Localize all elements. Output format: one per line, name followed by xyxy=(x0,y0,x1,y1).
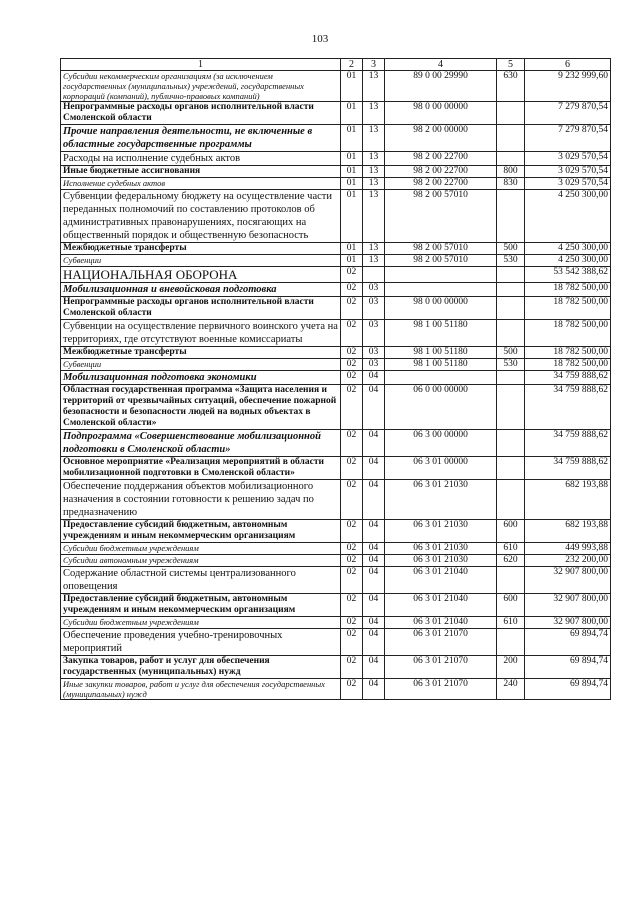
table-row xyxy=(61,359,611,371)
table-header-row xyxy=(61,59,611,71)
subsection-code-cell: 13 xyxy=(363,255,385,267)
table-row xyxy=(61,255,611,267)
expense-type-cell: 240 xyxy=(497,679,525,700)
row-name-cell: Субвенции xyxy=(61,359,341,371)
section-code-cell: 02 xyxy=(341,320,363,347)
expense-type-cell: 610 xyxy=(497,617,525,629)
section-code-cell: 01 xyxy=(341,125,363,152)
amount-cell: 32 907 800,00 xyxy=(525,594,611,617)
subsection-code-cell: 04 xyxy=(363,594,385,617)
expense-type-cell xyxy=(497,371,525,385)
row-name-cell: Областная государственная программа «Защита населения и территорий от чрезвычайных ситуаций, обеспечение пожарной безопасности и безопасности людей на водных объектах в Смоленской области» xyxy=(61,385,341,430)
subsection-code-cell: 04 xyxy=(363,617,385,629)
target-article-cell: 06 3 01 21030 xyxy=(385,543,497,555)
target-article-cell: 06 0 00 00000 xyxy=(385,385,497,430)
subsection-code-cell: 04 xyxy=(363,567,385,594)
subsection-code-cell: 04 xyxy=(363,430,385,457)
row-name-cell: Межбюджетные трансферты xyxy=(61,243,341,255)
amount-cell: 34 759 888,62 xyxy=(525,371,611,385)
section-code-cell: 01 xyxy=(341,166,363,178)
target-article-cell: 06 3 01 21070 xyxy=(385,679,497,700)
target-article-cell: 98 1 00 51180 xyxy=(385,359,497,371)
row-name-cell: Основное мероприятие «Реализация мероприятий в области мобилизационной подготовки в Смоленской области» xyxy=(61,457,341,480)
target-article-cell: 06 3 01 21030 xyxy=(385,480,497,520)
table-row xyxy=(61,152,611,166)
column-header: 1 xyxy=(61,59,341,71)
target-article-cell: 98 0 00 00000 xyxy=(385,102,497,125)
column-header: 5 xyxy=(497,59,525,71)
amount-cell: 32 907 800,00 xyxy=(525,617,611,629)
subsection-code-cell: 04 xyxy=(363,520,385,543)
row-name-cell: Содержание областной системы централизованного оповещения xyxy=(61,567,341,594)
table-row xyxy=(61,347,611,359)
section-code-cell: 02 xyxy=(341,267,363,283)
expense-type-cell: 200 xyxy=(497,656,525,679)
table-row xyxy=(61,430,611,457)
section-code-cell: 02 xyxy=(341,555,363,567)
expense-type-cell: 800 xyxy=(497,166,525,178)
target-article-cell: 98 2 00 00000 xyxy=(385,125,497,152)
column-header: 3 xyxy=(363,59,385,71)
expense-type-cell xyxy=(497,567,525,594)
table-row xyxy=(61,178,611,190)
target-article-cell: 98 2 00 22700 xyxy=(385,178,497,190)
table-row xyxy=(61,371,611,385)
row-name-cell: Закупка товаров, работ и услуг для обеспечения государственных (муниципальных) нужд xyxy=(61,656,341,679)
column-header: 2 xyxy=(341,59,363,71)
table-row xyxy=(61,457,611,480)
subsection-code-cell: 04 xyxy=(363,480,385,520)
section-code-cell: 02 xyxy=(341,359,363,371)
expense-type-cell xyxy=(497,190,525,243)
expense-type-cell xyxy=(497,480,525,520)
budget-table xyxy=(60,58,611,700)
row-name-cell: Субвенции федеральному бюджету на осуществление части переданных полномочий по составлению протоколов об административных правонарушениях, посягающих на общественный порядок и общественную безопасность xyxy=(61,190,341,243)
subsection-code-cell: 03 xyxy=(363,347,385,359)
subsection-code-cell: 03 xyxy=(363,297,385,320)
target-article-cell: 06 3 01 21040 xyxy=(385,617,497,629)
expense-type-cell: 610 xyxy=(497,543,525,555)
expense-type-cell xyxy=(497,430,525,457)
amount-cell: 682 193,88 xyxy=(525,520,611,543)
expense-type-cell: 600 xyxy=(497,520,525,543)
target-article-cell: 98 2 00 22700 xyxy=(385,166,497,178)
row-name-cell: Предоставление субсидий бюджетным, автономным учреждениям и иным некоммерческим организациям xyxy=(61,594,341,617)
section-code-cell: 02 xyxy=(341,679,363,700)
amount-cell: 9 232 999,60 xyxy=(525,71,611,102)
row-name-cell: Субсидии некоммерческим организациям (за исключением государственных (муниципальных) учреждений, государственных корпораций (компаний), публично-правовых компаний) xyxy=(61,71,341,102)
expense-type-cell: 530 xyxy=(497,359,525,371)
page-number: 103 xyxy=(311,33,329,45)
amount-cell: 18 782 500,00 xyxy=(525,297,611,320)
target-article-cell: 06 3 01 00000 xyxy=(385,457,497,480)
table-row xyxy=(61,243,611,255)
row-name-cell: Обеспечение проведения учебно-тренировочных мероприятий xyxy=(61,629,341,656)
amount-cell: 449 993,88 xyxy=(525,543,611,555)
section-code-cell: 02 xyxy=(341,430,363,457)
subsection-code-cell: 13 xyxy=(363,102,385,125)
amount-cell: 69 894,74 xyxy=(525,679,611,700)
target-article-cell: 98 2 00 57010 xyxy=(385,190,497,243)
target-article-cell: 98 1 00 51180 xyxy=(385,347,497,359)
subsection-code-cell: 13 xyxy=(363,166,385,178)
subsection-code-cell: 04 xyxy=(363,385,385,430)
table-row xyxy=(61,679,611,700)
row-name-cell: НАЦИОНАЛЬНАЯ ОБОРОНА xyxy=(61,267,341,283)
section-code-cell: 01 xyxy=(341,178,363,190)
target-article-cell: 06 3 01 21070 xyxy=(385,629,497,656)
table-row xyxy=(61,190,611,243)
subsection-code-cell: 04 xyxy=(363,457,385,480)
table-row xyxy=(61,297,611,320)
table-row xyxy=(61,166,611,178)
section-code-cell: 02 xyxy=(341,594,363,617)
section-code-cell: 02 xyxy=(341,371,363,385)
target-article-cell xyxy=(385,283,497,297)
table-row xyxy=(61,656,611,679)
section-code-cell: 02 xyxy=(341,567,363,594)
subsection-code-cell: 13 xyxy=(363,71,385,102)
section-code-cell: 01 xyxy=(341,255,363,267)
section-code-cell: 02 xyxy=(341,283,363,297)
table-row xyxy=(61,125,611,152)
section-code-cell: 02 xyxy=(341,457,363,480)
table-row xyxy=(61,320,611,347)
expense-type-cell xyxy=(497,102,525,125)
section-code-cell: 02 xyxy=(341,480,363,520)
target-article-cell xyxy=(385,371,497,385)
subsection-code-cell: 04 xyxy=(363,679,385,700)
amount-cell: 34 759 888,62 xyxy=(525,457,611,480)
section-code-cell: 02 xyxy=(341,520,363,543)
amount-cell: 69 894,74 xyxy=(525,629,611,656)
section-code-cell: 02 xyxy=(341,656,363,679)
section-code-cell: 01 xyxy=(341,243,363,255)
section-code-cell: 02 xyxy=(341,347,363,359)
section-code-cell: 02 xyxy=(341,617,363,629)
expense-type-cell: 600 xyxy=(497,594,525,617)
row-name-cell: Прочие направления деятельности, не включенные в областные государственные программы xyxy=(61,125,341,152)
amount-cell: 18 782 500,00 xyxy=(525,347,611,359)
expense-type-cell: 500 xyxy=(497,347,525,359)
amount-cell: 7 279 870,54 xyxy=(525,102,611,125)
row-name-cell: Субсидии бюджетным учреждениям xyxy=(61,543,341,555)
section-code-cell: 02 xyxy=(341,543,363,555)
row-name-cell: Непрограммные расходы органов исполнительной власти Смоленской области xyxy=(61,297,341,320)
amount-cell: 4 250 300,00 xyxy=(525,243,611,255)
section-code-cell: 02 xyxy=(341,629,363,656)
amount-cell: 18 782 500,00 xyxy=(525,359,611,371)
amount-cell: 69 894,74 xyxy=(525,656,611,679)
section-code-cell: 01 xyxy=(341,102,363,125)
section-code-cell: 02 xyxy=(341,297,363,320)
target-article-cell: 06 3 01 21070 xyxy=(385,656,497,679)
target-article-cell: 06 3 01 21030 xyxy=(385,520,497,543)
table-row xyxy=(61,385,611,430)
table-row xyxy=(61,71,611,102)
target-article-cell: 98 2 00 57010 xyxy=(385,243,497,255)
amount-cell: 3 029 570,54 xyxy=(525,166,611,178)
section-code-cell: 01 xyxy=(341,190,363,243)
target-article-cell: 06 3 01 21030 xyxy=(385,555,497,567)
expense-type-cell: 830 xyxy=(497,178,525,190)
column-header: 4 xyxy=(385,59,497,71)
section-code-cell: 01 xyxy=(341,71,363,102)
expense-type-cell xyxy=(497,320,525,347)
row-name-cell: Мобилизационная подготовка экономики xyxy=(61,371,341,385)
row-name-cell: Исполнение судебных актов xyxy=(61,178,341,190)
section-code-cell: 02 xyxy=(341,385,363,430)
amount-cell: 53 542 388,62 xyxy=(525,267,611,283)
target-article-cell: 06 3 01 21040 xyxy=(385,594,497,617)
amount-cell: 3 029 570,54 xyxy=(525,152,611,166)
target-article-cell: 98 1 00 51180 xyxy=(385,320,497,347)
table-row xyxy=(61,629,611,656)
subsection-code-cell: 13 xyxy=(363,152,385,166)
row-name-cell: Непрограммные расходы органов исполнительной власти Смоленской области xyxy=(61,102,341,125)
row-name-cell: Предоставление субсидий бюджетным, автономным учреждениям и иным некоммерческим организациям xyxy=(61,520,341,543)
subsection-code-cell: 04 xyxy=(363,371,385,385)
expense-type-cell: 530 xyxy=(497,255,525,267)
amount-cell: 7 279 870,54 xyxy=(525,125,611,152)
subsection-code-cell: 03 xyxy=(363,283,385,297)
table-row xyxy=(61,594,611,617)
table-body xyxy=(61,71,611,700)
amount-cell: 4 250 300,00 xyxy=(525,255,611,267)
table-row xyxy=(61,520,611,543)
subsection-code-cell: 04 xyxy=(363,543,385,555)
amount-cell: 232 200,00 xyxy=(525,555,611,567)
subsection-code-cell: 04 xyxy=(363,656,385,679)
expense-type-cell xyxy=(497,297,525,320)
table-row xyxy=(61,267,611,283)
subsection-code-cell: 13 xyxy=(363,190,385,243)
target-article-cell xyxy=(385,267,497,283)
row-name-cell: Субсидии автономным учреждениям xyxy=(61,555,341,567)
expense-type-cell: 630 xyxy=(497,71,525,102)
row-name-cell: Межбюджетные трансферты xyxy=(61,347,341,359)
amount-cell: 3 029 570,54 xyxy=(525,178,611,190)
subsection-code-cell: 04 xyxy=(363,629,385,656)
subsection-code-cell: 03 xyxy=(363,320,385,347)
expense-type-cell xyxy=(497,629,525,656)
subsection-code-cell: 13 xyxy=(363,178,385,190)
row-name-cell: Субвенции на осуществление первичного воинского учета на территориях, где отсутствуют военные комиссариаты xyxy=(61,320,341,347)
expense-type-cell xyxy=(497,267,525,283)
amount-cell: 682 193,88 xyxy=(525,480,611,520)
expense-type-cell xyxy=(497,152,525,166)
table-row xyxy=(61,102,611,125)
table-row xyxy=(61,283,611,297)
target-article-cell: 98 2 00 57010 xyxy=(385,255,497,267)
target-article-cell: 98 0 00 00000 xyxy=(385,297,497,320)
section-code-cell: 01 xyxy=(341,152,363,166)
expense-type-cell: 620 xyxy=(497,555,525,567)
column-header: 6 xyxy=(525,59,611,71)
row-name-cell: Иные бюджетные ассигнования xyxy=(61,166,341,178)
amount-cell: 32 907 800,00 xyxy=(525,567,611,594)
amount-cell: 34 759 888,62 xyxy=(525,385,611,430)
table-row xyxy=(61,567,611,594)
expense-type-cell: 500 xyxy=(497,243,525,255)
row-name-cell: Подпрограмма «Совершенствование мобилизационной подготовки в Смоленской области» xyxy=(61,430,341,457)
subsection-code-cell: 04 xyxy=(363,555,385,567)
subsection-code-cell: 03 xyxy=(363,359,385,371)
target-article-cell: 06 3 01 21040 xyxy=(385,567,497,594)
row-name-cell: Обеспечение поддержания объектов мобилизационного назначения в состоянии готовности к решению задач по предназначению xyxy=(61,480,341,520)
row-name-cell: Субсидии бюджетным учреждениям xyxy=(61,617,341,629)
target-article-cell: 98 2 00 22700 xyxy=(385,152,497,166)
amount-cell: 34 759 888,62 xyxy=(525,430,611,457)
amount-cell: 18 782 500,00 xyxy=(525,283,611,297)
row-name-cell: Мобилизационная и вневойсковая подготовка xyxy=(61,283,341,297)
row-name-cell: Субвенции xyxy=(61,255,341,267)
table-row xyxy=(61,543,611,555)
amount-cell: 18 782 500,00 xyxy=(525,320,611,347)
expense-type-cell xyxy=(497,125,525,152)
target-article-cell: 06 3 00 00000 xyxy=(385,430,497,457)
expense-type-cell xyxy=(497,385,525,430)
table-row xyxy=(61,617,611,629)
table-row xyxy=(61,480,611,520)
table-row xyxy=(61,555,611,567)
row-name-cell: Иные закупки товаров, работ и услуг для обеспечения государственных (муниципальных) нужд xyxy=(61,679,341,700)
row-name-cell: Расходы на исполнение судебных актов xyxy=(61,152,341,166)
subsection-code-cell xyxy=(363,267,385,283)
target-article-cell: 89 0 00 29990 xyxy=(385,71,497,102)
subsection-code-cell: 13 xyxy=(363,243,385,255)
subsection-code-cell: 13 xyxy=(363,125,385,152)
expense-type-cell xyxy=(497,283,525,297)
expense-type-cell xyxy=(497,457,525,480)
amount-cell: 4 250 300,00 xyxy=(525,190,611,243)
